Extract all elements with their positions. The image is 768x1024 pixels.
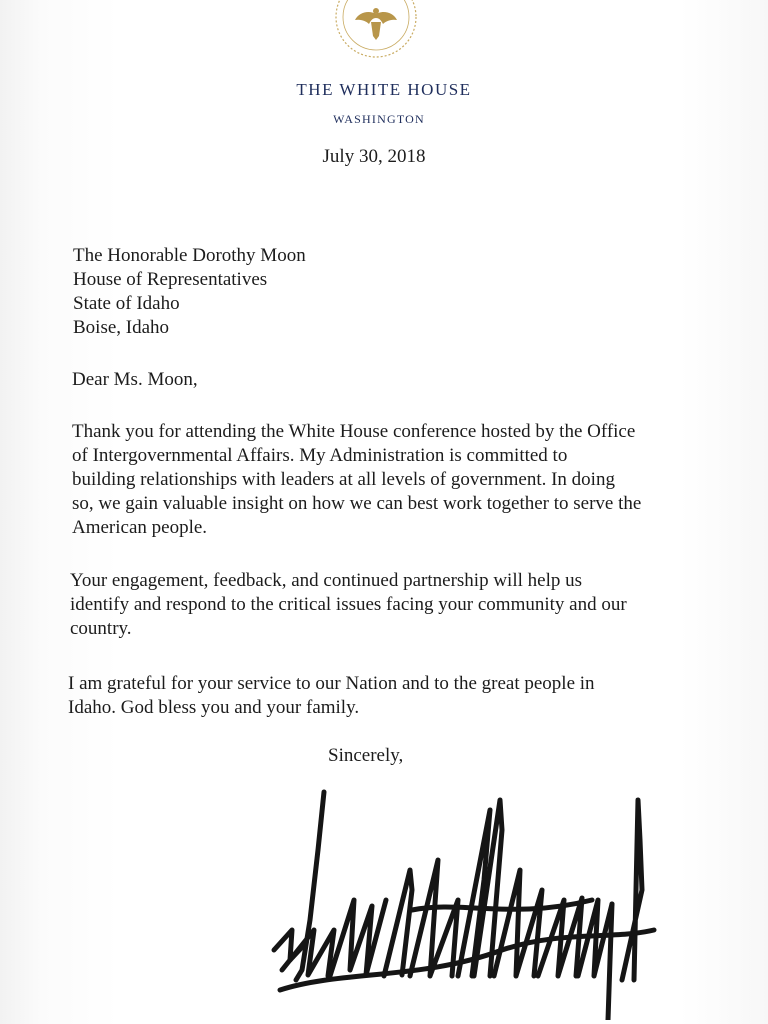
paragraph-line: country.	[70, 618, 132, 639]
letter-date: July 30, 2018	[322, 146, 426, 167]
body-paragraph	[70, 569, 627, 641]
addressee-block	[73, 244, 306, 340]
addressee-line: State of Idaho	[73, 293, 180, 314]
salutation: Dear Ms. Moon,	[72, 369, 198, 390]
paragraph-line: so, we gain valuable insight on how we can best work together to serve the	[72, 493, 642, 514]
addressee-line: The Honorable Dorothy Moon	[73, 245, 306, 266]
presidential-seal-icon	[333, 0, 419, 60]
paragraph-line: I am grateful for your service to our Nation and to the great people in	[68, 673, 595, 694]
closing: Sincerely,	[328, 745, 404, 766]
body-paragraph	[68, 672, 595, 720]
paragraph-line: identify and respond to the critical issues facing your community and our	[70, 594, 627, 615]
addressee-line: Boise, Idaho	[73, 317, 170, 338]
paragraph-line: Your engagement, feedback, and continued partnership will help us	[70, 570, 582, 591]
paragraph-line: Thank you for attending the White House conference hosted by the Office	[72, 421, 636, 442]
paragraph-line: Idaho. God bless you and your family.	[68, 697, 360, 718]
addressee-line: House of Representatives	[73, 269, 268, 290]
paragraph-line: of Intergovernmental Affairs. My Administration is committed to	[72, 445, 568, 466]
paragraph-line: American people.	[72, 517, 208, 538]
body-paragraph	[72, 420, 641, 540]
letterhead-title: THE WHITE HOUSE	[296, 80, 472, 99]
letterhead-subtitle: WASHINGTON	[333, 112, 425, 126]
paragraph-line: building relationships with leaders at all levels of government. In doing	[72, 469, 615, 490]
handwritten-signature-icon	[262, 780, 662, 1020]
